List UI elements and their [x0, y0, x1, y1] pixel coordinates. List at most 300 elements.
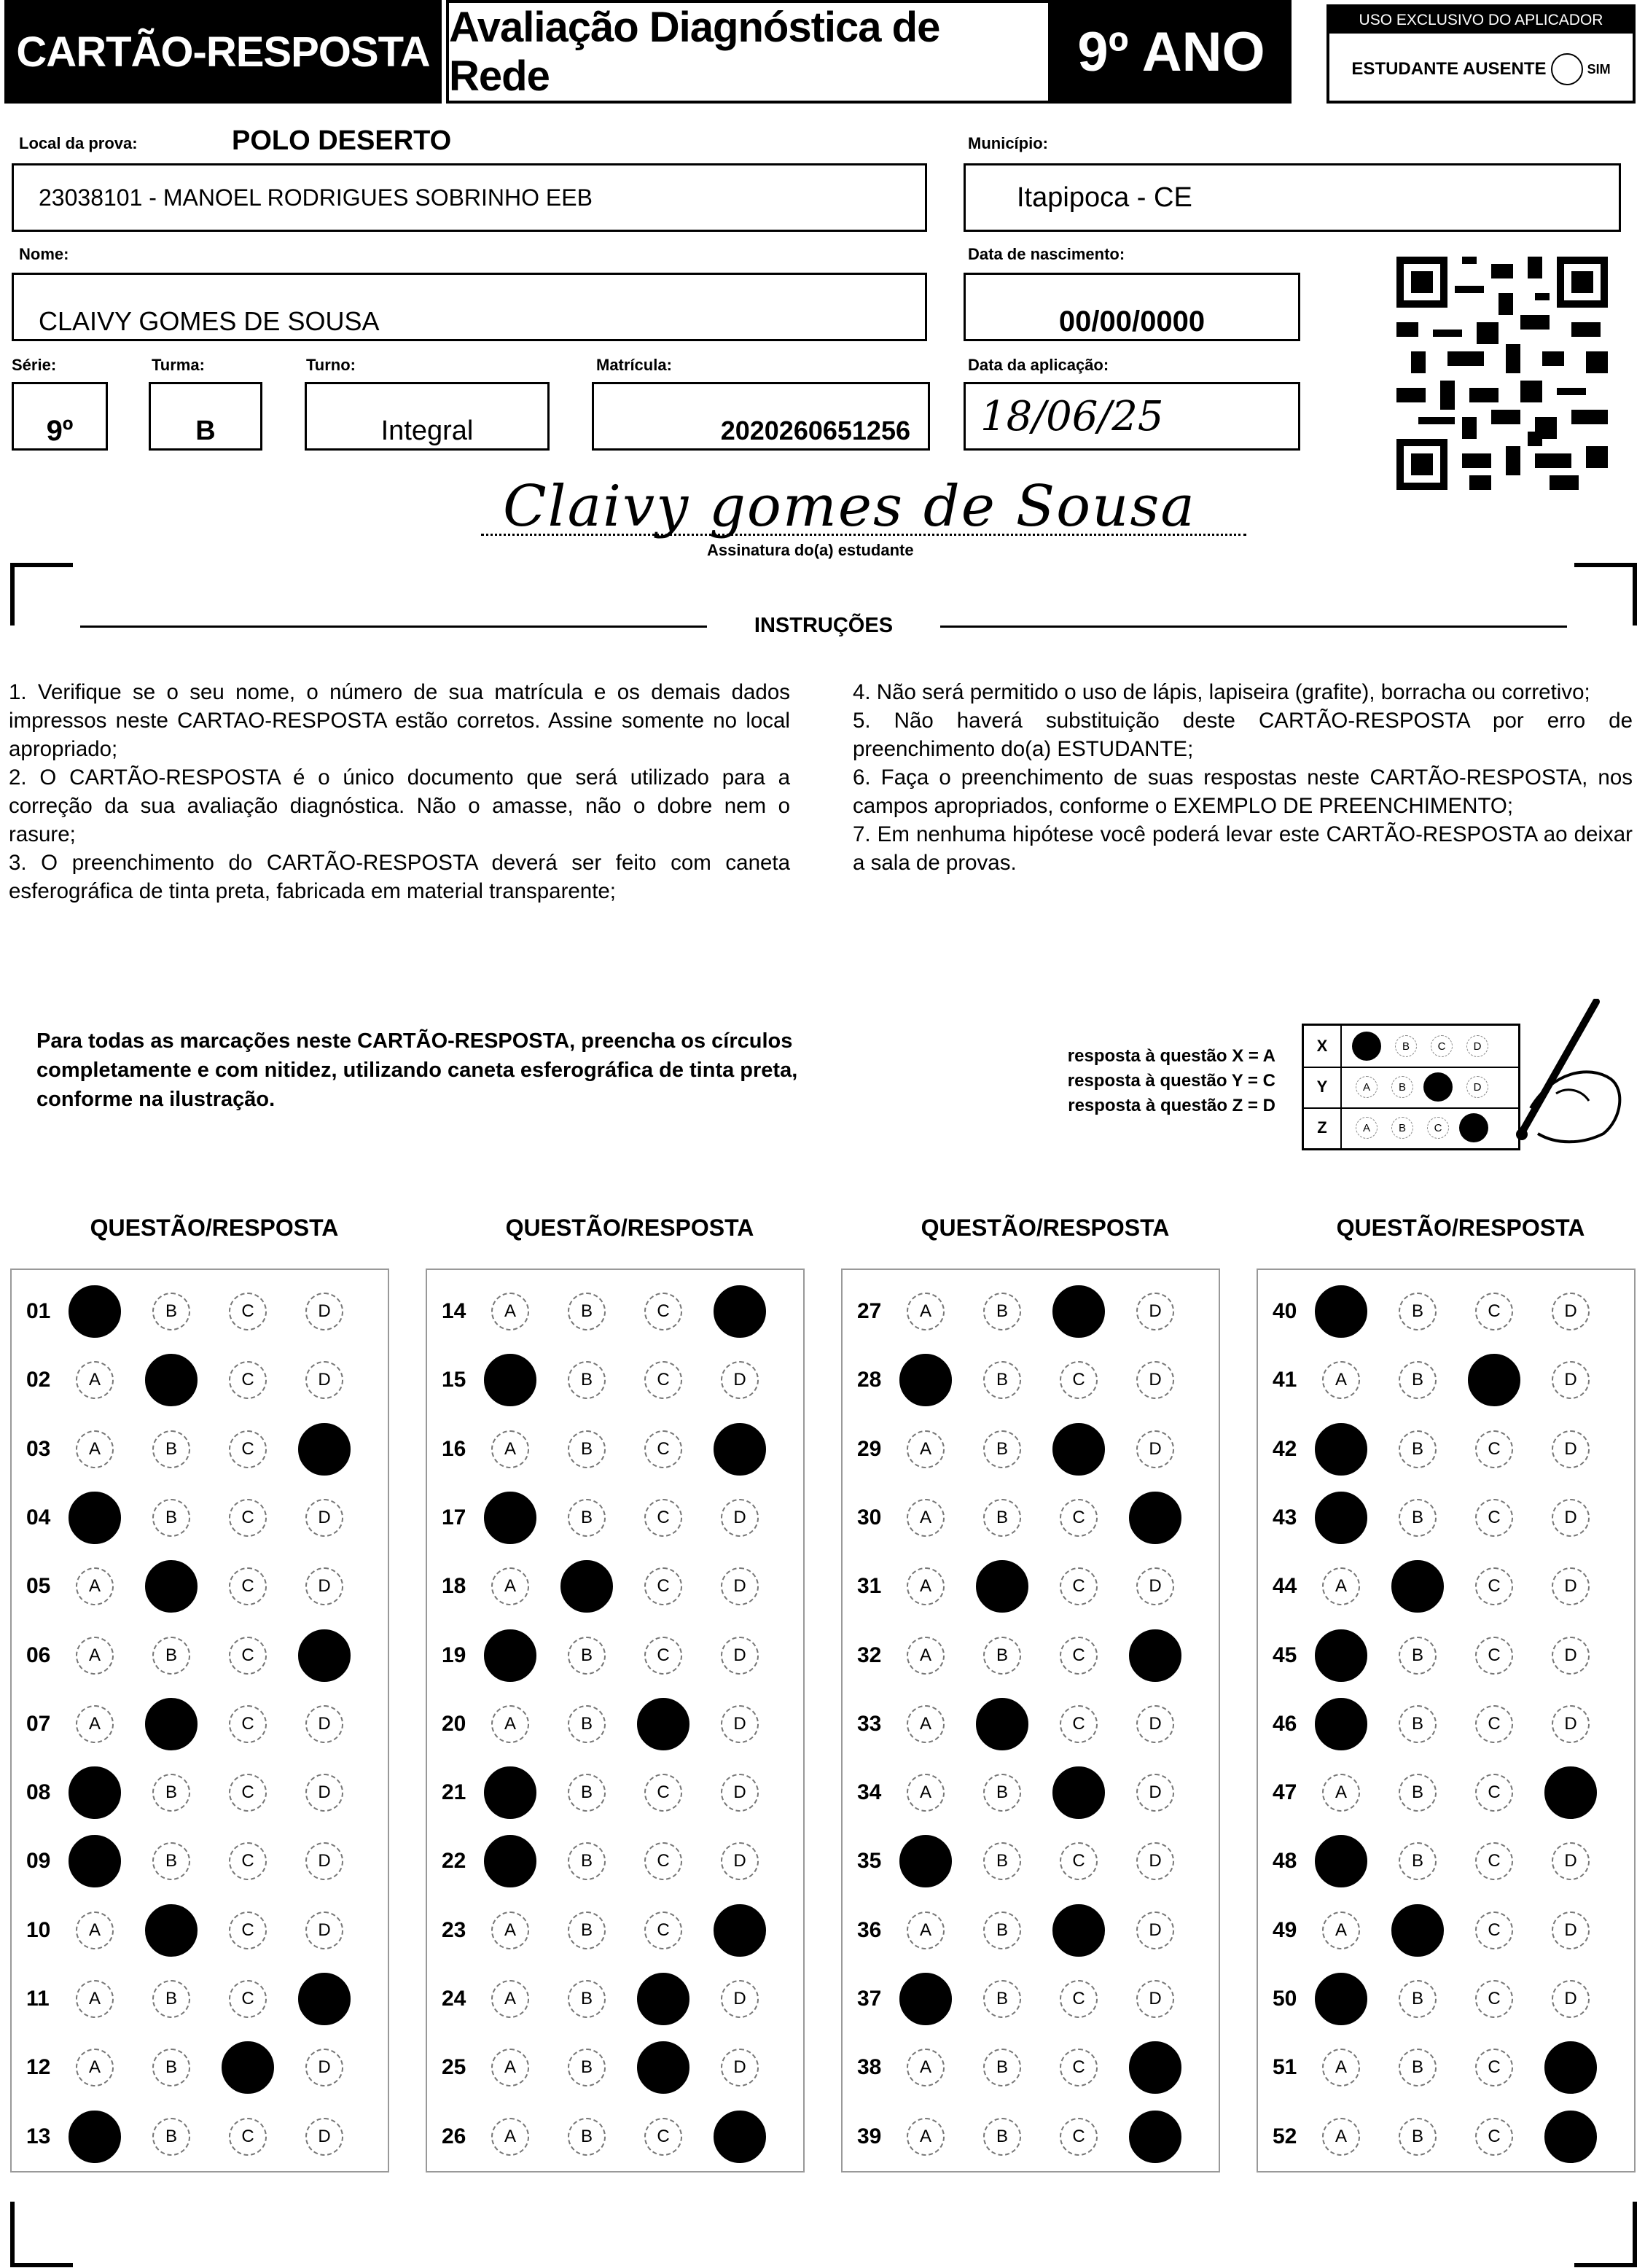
- question-row: [12, 1965, 388, 2033]
- question-row: [427, 1896, 803, 1965]
- answer-bubble-b[interactable]: B: [983, 2049, 1021, 2086]
- answer-bubble-d[interactable]: D: [1136, 1293, 1174, 1330]
- answer-bubble-b[interactable]: B: [983, 1637, 1021, 1675]
- question-row: [427, 1827, 803, 1895]
- question-number: 17: [442, 1505, 466, 1529]
- answer-bubble-b[interactable]: [1391, 1904, 1444, 1957]
- answer-bubble-a[interactable]: [1315, 1973, 1367, 2025]
- answer-bubble-a[interactable]: [899, 1973, 952, 2025]
- answer-bubble-a[interactable]: A: [76, 1567, 114, 1605]
- answer-bubble-d[interactable]: D: [305, 1361, 343, 1399]
- answer-bubble-d[interactable]: D: [1552, 1567, 1590, 1605]
- answer-bubble-d[interactable]: D: [721, 1774, 759, 1812]
- answer-bubble-a[interactable]: A: [1322, 2049, 1360, 2086]
- answer-bubble-a[interactable]: A: [907, 1912, 945, 1949]
- answer-bubble-d[interactable]: D: [1136, 1980, 1174, 2018]
- instructions-right: [853, 678, 1633, 877]
- answer-bubble-b[interactable]: B: [1399, 2049, 1437, 2086]
- answer-bubble-a[interactable]: A: [491, 1980, 529, 2018]
- answer-bubble-c[interactable]: C: [229, 1499, 267, 1537]
- answer-bubble-a[interactable]: A: [1322, 1774, 1360, 1812]
- question-row: [12, 1758, 388, 1827]
- example-bubble-a: A: [1356, 1076, 1378, 1098]
- example-legend-y: resposta à questão Y = C: [1067, 1071, 1275, 1091]
- answer-bubble-b[interactable]: B: [152, 1499, 190, 1537]
- answer-bubble-d[interactable]: D: [1136, 1567, 1174, 1605]
- answer-bubble-b[interactable]: B: [1399, 1774, 1437, 1812]
- answer-bubble-c[interactable]: C: [1475, 1637, 1513, 1675]
- answer-bubble-c[interactable]: C: [644, 1430, 682, 1468]
- answer-bubble-a[interactable]: A: [907, 1567, 945, 1605]
- applicator-header: USO EXCLUSIVO DO APLICADOR: [1329, 7, 1633, 34]
- answer-bubble-d[interactable]: D: [1136, 1430, 1174, 1468]
- answer-bubble-d[interactable]: D: [305, 1499, 343, 1537]
- answer-bubble-a[interactable]: [484, 1492, 536, 1544]
- answer-bubble-a[interactable]: A: [491, 1567, 529, 1605]
- answer-bubble-d[interactable]: [1544, 2041, 1597, 2094]
- nome-value: CLAIVY GOMES DE SOUSA: [39, 306, 380, 336]
- nascimento-value: 00/00/0000: [1058, 305, 1206, 338]
- question-number: 16: [442, 1436, 466, 1461]
- answer-bubble-c[interactable]: C: [1475, 1705, 1513, 1743]
- question-row: [843, 1346, 1219, 1414]
- answer-bubble-a[interactable]: A: [907, 1705, 945, 1743]
- answer-bubble-a[interactable]: [484, 1354, 536, 1406]
- answer-bubble-c[interactable]: C: [1475, 1499, 1513, 1537]
- card-title: CARTÃO-RESPOSTA: [4, 0, 442, 104]
- nascimento-field: [964, 273, 1300, 341]
- answer-bubble-c[interactable]: C: [1060, 1637, 1098, 1675]
- answer-bubble-c[interactable]: C: [1475, 1912, 1513, 1949]
- answer-bubble-b[interactable]: [560, 1560, 613, 1613]
- answer-bubble-d[interactable]: [298, 1973, 351, 2025]
- answer-bubble-c[interactable]: C: [644, 2118, 682, 2156]
- question-row: [1258, 1827, 1634, 1895]
- answer-bubble-d[interactable]: D: [1136, 1705, 1174, 1743]
- answer-bubble-b[interactable]: B: [568, 1980, 606, 2018]
- question-number: 05: [26, 1574, 51, 1599]
- answer-bubble-c[interactable]: C: [229, 1637, 267, 1675]
- answer-bubble-c[interactable]: C: [229, 1912, 267, 1949]
- answer-bubble-a[interactable]: A: [491, 2118, 529, 2156]
- answer-bubble-c[interactable]: C: [1475, 2049, 1513, 2086]
- question-number: 04: [26, 1505, 51, 1529]
- answer-bubble-b[interactable]: B: [568, 2049, 606, 2086]
- answer-bubble-b[interactable]: [1391, 1560, 1444, 1613]
- answer-bubble-b[interactable]: B: [152, 1842, 190, 1880]
- question-number: 47: [1273, 1780, 1297, 1805]
- answer-bubble-a[interactable]: A: [491, 1293, 529, 1330]
- question-number: 29: [857, 1436, 882, 1461]
- answer-bubble-d[interactable]: [298, 1629, 351, 1682]
- answer-bubble-d[interactable]: [1129, 1629, 1181, 1682]
- answer-bubble-b[interactable]: B: [1399, 1361, 1437, 1399]
- question-row: [12, 1415, 388, 1484]
- answer-bubble-b[interactable]: B: [568, 2118, 606, 2156]
- answer-bubble-c[interactable]: C: [229, 1980, 267, 2018]
- answer-bubble-b[interactable]: B: [1399, 1980, 1437, 2018]
- answer-bubble-b[interactable]: B: [568, 1499, 606, 1537]
- answer-bubble-b[interactable]: B: [152, 2118, 190, 2156]
- answer-bubble-a[interactable]: A: [76, 2049, 114, 2086]
- answer-bubble-c[interactable]: [1468, 1354, 1520, 1406]
- answer-bubble-d[interactable]: D: [1552, 1361, 1590, 1399]
- answer-bubble-c[interactable]: C: [1060, 1980, 1098, 2018]
- question-number: 03: [26, 1436, 51, 1461]
- answer-bubble-a[interactable]: A: [491, 1705, 529, 1743]
- answer-bubble-d[interactable]: D: [1136, 1774, 1174, 1812]
- answer-bubble-d[interactable]: D: [305, 1842, 343, 1880]
- answer-bubble-a[interactable]: [1315, 1698, 1367, 1750]
- answers-column-title: QUESTÃO/RESPOSTA: [90, 1215, 339, 1241]
- answer-bubble-b[interactable]: B: [1399, 1842, 1437, 1880]
- answer-bubble-d[interactable]: D: [1552, 1430, 1590, 1468]
- answer-bubble-b[interactable]: B: [152, 1293, 190, 1330]
- answer-bubble-d[interactable]: D: [305, 2049, 343, 2086]
- answer-bubble-c[interactable]: C: [1060, 2118, 1098, 2156]
- school-field: [12, 163, 927, 232]
- answer-bubble-a[interactable]: [484, 1629, 536, 1682]
- answer-bubble-b[interactable]: [145, 1698, 198, 1750]
- answer-bubble-c[interactable]: [1052, 1766, 1105, 1819]
- answer-bubble-d[interactable]: [298, 1423, 351, 1476]
- question-number: 33: [857, 1711, 882, 1736]
- example-text: Para todas as marcações neste CARTÃO-RESPOSTA, preencha os círculos completamente e com nitidez, utilizando caneta esferográfica de tinta preta, conforme na ilustração.: [36, 1029, 798, 1111]
- answer-bubble-b[interactable]: [976, 1698, 1028, 1750]
- answer-bubble-c[interactable]: C: [1475, 1567, 1513, 1605]
- example-row: [1304, 1026, 1518, 1068]
- answer-bubble-b[interactable]: B: [983, 1293, 1021, 1330]
- answer-bubble-b[interactable]: B: [983, 1361, 1021, 1399]
- answer-bubble-a[interactable]: A: [907, 2049, 945, 2086]
- answer-bubble-b[interactable]: B: [568, 1912, 606, 1949]
- answer-bubble-a[interactable]: [1315, 1629, 1367, 1682]
- answer-bubble-a[interactable]: A: [76, 1912, 114, 1949]
- turno-field: [305, 382, 550, 451]
- answer-bubble-c[interactable]: C: [1475, 1293, 1513, 1330]
- answer-bubble-a[interactable]: [484, 1766, 536, 1819]
- answer-bubble-a[interactable]: [1315, 1835, 1367, 1887]
- answer-bubble-a[interactable]: A: [907, 1637, 945, 1675]
- example-row-label: Y: [1304, 1067, 1342, 1107]
- question-number: 39: [857, 2124, 882, 2148]
- answer-bubble-a[interactable]: [484, 1835, 536, 1887]
- answer-bubble-b[interactable]: B: [152, 1637, 190, 1675]
- answer-bubble-b[interactable]: B: [152, 1430, 190, 1468]
- answer-bubble-d[interactable]: D: [1552, 1842, 1590, 1880]
- answer-bubble-d[interactable]: [1129, 2111, 1181, 2163]
- answer-bubble-b[interactable]: B: [1399, 1705, 1437, 1743]
- answer-bubble-d[interactable]: D: [305, 1774, 343, 1812]
- answer-bubble-d[interactable]: D: [305, 2118, 343, 2156]
- answer-bubble-a[interactable]: A: [491, 2049, 529, 2086]
- answer-bubble-c[interactable]: [637, 1698, 689, 1750]
- question-number: 06: [26, 1642, 51, 1667]
- question-number: 42: [1273, 1436, 1297, 1461]
- answer-bubble-c[interactable]: C: [1475, 1430, 1513, 1468]
- answer-bubble-a[interactable]: A: [491, 1912, 529, 1949]
- answer-bubble-c[interactable]: C: [1060, 1499, 1098, 1537]
- answer-bubble-d[interactable]: [714, 1285, 766, 1338]
- example-bubble-c: C: [1427, 1117, 1449, 1139]
- question-row: [843, 1484, 1219, 1552]
- question-row: [12, 1277, 388, 1346]
- answer-bubble-b[interactable]: B: [983, 2118, 1021, 2156]
- answer-bubble-c[interactable]: C: [229, 1430, 267, 1468]
- answer-bubble-c[interactable]: [222, 2041, 274, 2094]
- answers-column: [1257, 1269, 1636, 2172]
- answer-bubble-c[interactable]: [637, 1973, 689, 2025]
- question-number: 15: [442, 1368, 466, 1392]
- answer-bubble-c[interactable]: C: [644, 1637, 682, 1675]
- question-row: [12, 2033, 388, 2102]
- answer-bubble-d[interactable]: D: [1552, 1705, 1590, 1743]
- answer-bubble-d[interactable]: D: [1552, 1293, 1590, 1330]
- answer-bubble-a[interactable]: [69, 1835, 121, 1887]
- absent-bubble[interactable]: [1551, 53, 1583, 85]
- answer-bubble-b[interactable]: B: [568, 1705, 606, 1743]
- answer-bubble-b[interactable]: B: [1399, 1637, 1437, 1675]
- answer-bubble-a[interactable]: [899, 1354, 952, 1406]
- answer-bubble-a[interactable]: A: [1322, 1567, 1360, 1605]
- answer-bubble-b[interactable]: B: [983, 1980, 1021, 2018]
- answer-bubble-d[interactable]: D: [305, 1912, 343, 1949]
- question-row: [843, 1827, 1219, 1895]
- aplicacao-label: Data da aplicação:: [968, 356, 1109, 374]
- answer-bubble-d[interactable]: [1129, 2041, 1181, 2094]
- answer-bubble-b[interactable]: B: [568, 1293, 606, 1330]
- municipio-value: Itapipoca - CE: [1017, 182, 1192, 213]
- answer-bubble-a[interactable]: A: [907, 1499, 945, 1537]
- answer-bubble-d[interactable]: [714, 1423, 766, 1476]
- answer-bubble-a[interactable]: [1315, 1423, 1367, 1476]
- question-row: [1258, 1484, 1634, 1552]
- answer-bubble-d[interactable]: [714, 1904, 766, 1957]
- answer-bubble-d[interactable]: D: [721, 1842, 759, 1880]
- answer-bubble-c[interactable]: [1052, 1423, 1105, 1476]
- question-row: [12, 1346, 388, 1414]
- answer-bubble-a[interactable]: A: [907, 1430, 945, 1468]
- answer-bubble-c[interactable]: C: [229, 1774, 267, 1812]
- municipio-field: [964, 163, 1621, 232]
- answer-bubble-d[interactable]: D: [305, 1567, 343, 1605]
- question-row: [12, 1896, 388, 1965]
- absent-label: ESTUDANTE AUSENTE: [1351, 59, 1547, 79]
- municipio-label: Município:: [968, 134, 1048, 152]
- answer-bubble-a[interactable]: A: [1322, 2118, 1360, 2156]
- answers-column: [426, 1269, 805, 2172]
- answer-bubble-d[interactable]: D: [1136, 1842, 1174, 1880]
- answer-bubble-c[interactable]: [1052, 1285, 1105, 1338]
- answer-bubble-c[interactable]: [1052, 1904, 1105, 1957]
- answer-bubble-d[interactable]: D: [721, 1361, 759, 1399]
- answer-bubble-c[interactable]: C: [1060, 1361, 1098, 1399]
- question-row: [427, 1758, 803, 1827]
- instruction-5: 5. Não haverá substituição deste CARTÃO-RESPOSTA por erro de preenchimento do(a) ESTUDANTE;: [853, 709, 1633, 761]
- answer-bubble-b[interactable]: B: [152, 1774, 190, 1812]
- answer-bubble-b[interactable]: B: [983, 1499, 1021, 1537]
- answer-bubble-d[interactable]: D: [721, 1980, 759, 2018]
- answer-bubble-d[interactable]: D: [1552, 1912, 1590, 1949]
- answer-bubble-b[interactable]: B: [568, 1361, 606, 1399]
- answer-bubble-a[interactable]: A: [76, 1980, 114, 2018]
- question-number: 48: [1273, 1849, 1297, 1874]
- instructions-rule-right: [940, 626, 1567, 628]
- turno-label: Turno:: [306, 356, 356, 374]
- example-row: [1304, 1067, 1518, 1109]
- question-row: [12, 1484, 388, 1552]
- answer-bubble-d[interactable]: D: [721, 1567, 759, 1605]
- question-number: 49: [1273, 1917, 1297, 1942]
- answer-bubble-d[interactable]: D: [1552, 1980, 1590, 2018]
- answer-bubble-a[interactable]: [69, 1492, 121, 1544]
- answer-bubble-b[interactable]: B: [983, 1842, 1021, 1880]
- question-number: 22: [442, 1849, 466, 1874]
- answer-bubble-d[interactable]: D: [305, 1705, 343, 1743]
- answer-bubble-a[interactable]: A: [907, 1293, 945, 1330]
- answer-bubble-b[interactable]: [145, 1560, 198, 1613]
- answer-bubble-a[interactable]: [69, 1766, 121, 1819]
- answer-bubble-c[interactable]: C: [644, 1567, 682, 1605]
- answer-bubble-c[interactable]: C: [229, 1842, 267, 1880]
- question-number: 07: [26, 1711, 51, 1736]
- answer-bubble-c[interactable]: C: [229, 1567, 267, 1605]
- question-row: [427, 1277, 803, 1346]
- answer-bubble-a[interactable]: A: [907, 2118, 945, 2156]
- answer-bubble-c[interactable]: C: [229, 1705, 267, 1743]
- nome-label: Nome:: [19, 245, 69, 263]
- question-row: [843, 1690, 1219, 1758]
- answer-bubble-c[interactable]: C: [1060, 1842, 1098, 1880]
- answer-bubble-d[interactable]: D: [721, 1499, 759, 1537]
- answer-bubble-b[interactable]: B: [983, 1774, 1021, 1812]
- question-number: 01: [26, 1299, 51, 1323]
- question-number: 30: [857, 1505, 882, 1529]
- answer-bubble-d[interactable]: D: [721, 2049, 759, 2086]
- answer-bubble-c[interactable]: C: [229, 2118, 267, 2156]
- answer-bubble-d[interactable]: D: [721, 1637, 759, 1675]
- answer-bubble-b[interactable]: [976, 1560, 1028, 1613]
- answer-bubble-a[interactable]: [69, 2111, 121, 2163]
- answer-bubble-c[interactable]: C: [644, 1499, 682, 1537]
- answer-bubble-c[interactable]: C: [229, 1293, 267, 1330]
- answer-bubble-c[interactable]: C: [644, 1774, 682, 1812]
- signature: Claivy gomes de Sousa: [503, 474, 1196, 539]
- answer-bubble-d[interactable]: [1544, 1766, 1597, 1819]
- answer-bubble-a[interactable]: A: [1322, 1912, 1360, 1949]
- question-row: [1258, 2103, 1634, 2171]
- answer-bubble-c[interactable]: C: [644, 1912, 682, 1949]
- serie-value: 9º: [46, 414, 74, 447]
- question-row: [1258, 1965, 1634, 2033]
- answer-bubble-c[interactable]: C: [644, 1361, 682, 1399]
- question-row: [1258, 1346, 1634, 1414]
- answer-bubble-c[interactable]: C: [1475, 1980, 1513, 2018]
- answer-bubble-d[interactable]: [714, 2111, 766, 2163]
- instruction-3: 3. O preenchimento do CARTÃO-RESPOSTA deverá ser feito com caneta esferográfica de tinta preta, fabricada em material transparente;: [9, 851, 790, 903]
- answer-bubble-a[interactable]: A: [76, 1361, 114, 1399]
- question-number: 18: [442, 1574, 466, 1599]
- example-row: [1304, 1107, 1518, 1148]
- question-number: 45: [1273, 1642, 1297, 1667]
- answers-column-title: QUESTÃO/RESPOSTA: [921, 1215, 1170, 1241]
- answer-bubble-c[interactable]: C: [1060, 1705, 1098, 1743]
- answer-bubble-c[interactable]: C: [1060, 1567, 1098, 1605]
- question-number: 09: [26, 1849, 51, 1874]
- instructions-rule-left: [80, 626, 707, 628]
- answer-bubble-a[interactable]: [899, 1835, 952, 1887]
- answer-bubble-b[interactable]: B: [983, 1430, 1021, 1468]
- example-bubble-b: B: [1391, 1117, 1413, 1139]
- question-row: [1258, 1415, 1634, 1484]
- answer-bubble-b[interactable]: B: [1399, 1499, 1437, 1537]
- example-legend: [1035, 1044, 1275, 1118]
- answer-bubble-b[interactable]: B: [568, 1774, 606, 1812]
- answer-bubble-d[interactable]: D: [1136, 1361, 1174, 1399]
- answer-bubble-c[interactable]: [637, 2041, 689, 2094]
- question-number: 23: [442, 1917, 466, 1942]
- answer-bubble-d[interactable]: D: [305, 1293, 343, 1330]
- answer-bubble-a[interactable]: A: [1322, 1361, 1360, 1399]
- answer-bubble-b[interactable]: B: [568, 1637, 606, 1675]
- answer-bubble-b[interactable]: B: [568, 1430, 606, 1468]
- answer-bubble-a[interactable]: [1315, 1492, 1367, 1544]
- answer-bubble-b[interactable]: B: [983, 1912, 1021, 1949]
- answer-bubble-b[interactable]: B: [152, 2049, 190, 2086]
- answer-bubble-d[interactable]: [1544, 2111, 1597, 2163]
- answer-bubble-a[interactable]: A: [491, 1430, 529, 1468]
- answer-bubble-d[interactable]: D: [721, 1705, 759, 1743]
- answer-bubble-b[interactable]: [145, 1354, 198, 1406]
- answer-bubble-b[interactable]: B: [1399, 1430, 1437, 1468]
- answer-bubble-a[interactable]: [1315, 1285, 1367, 1338]
- answer-bubble-d[interactable]: D: [1552, 1637, 1590, 1675]
- answer-bubble-b[interactable]: [145, 1904, 198, 1957]
- question-row: [427, 1965, 803, 2033]
- answers-column: [10, 1269, 389, 2172]
- answer-bubble-a[interactable]: A: [76, 1430, 114, 1468]
- answer-bubble-b[interactable]: B: [1399, 2118, 1437, 2156]
- answer-bubble-c[interactable]: C: [1060, 2049, 1098, 2086]
- frame-corner-tr: [1574, 563, 1637, 626]
- answers-column-title: QUESTÃO/RESPOSTA: [505, 1215, 754, 1241]
- answer-bubble-a[interactable]: [69, 1285, 121, 1338]
- answer-bubble-a[interactable]: A: [76, 1705, 114, 1743]
- instruction-1: 1. Verifique se o seu nome, o número de sua matrícula e os demais dados impressos neste CARTAO-RESPOSTA estão corretos. Assine somente no local apropriado;: [9, 680, 790, 761]
- answer-bubble-c[interactable]: C: [1475, 1774, 1513, 1812]
- question-number: 19: [442, 1642, 466, 1667]
- question-row: [843, 2033, 1219, 2102]
- answer-bubble-a[interactable]: A: [76, 1637, 114, 1675]
- answer-bubble-d[interactable]: [1129, 1492, 1181, 1544]
- example-legend-z: resposta à questão Z = D: [1068, 1096, 1275, 1115]
- answer-bubble-c[interactable]: C: [229, 1361, 267, 1399]
- aplicacao-value: 18/06/25: [980, 392, 1164, 440]
- question-row: [427, 1621, 803, 1690]
- answer-bubble-a[interactable]: A: [907, 1774, 945, 1812]
- answer-bubble-d[interactable]: D: [1552, 1499, 1590, 1537]
- answer-bubble-d[interactable]: D: [1136, 1912, 1174, 1949]
- answer-bubble-c[interactable]: C: [1475, 1842, 1513, 1880]
- answer-bubble-c[interactable]: C: [1475, 2118, 1513, 2156]
- answer-bubble-b[interactable]: B: [1399, 1293, 1437, 1330]
- example-bubble-c: C: [1431, 1035, 1453, 1057]
- answer-bubble-b[interactable]: B: [152, 1980, 190, 2018]
- matricula-value: 2020260651256: [720, 416, 910, 445]
- answer-bubble-c[interactable]: C: [644, 1842, 682, 1880]
- answer-bubble-b[interactable]: B: [568, 1842, 606, 1880]
- answer-bubble-c[interactable]: C: [644, 1293, 682, 1330]
